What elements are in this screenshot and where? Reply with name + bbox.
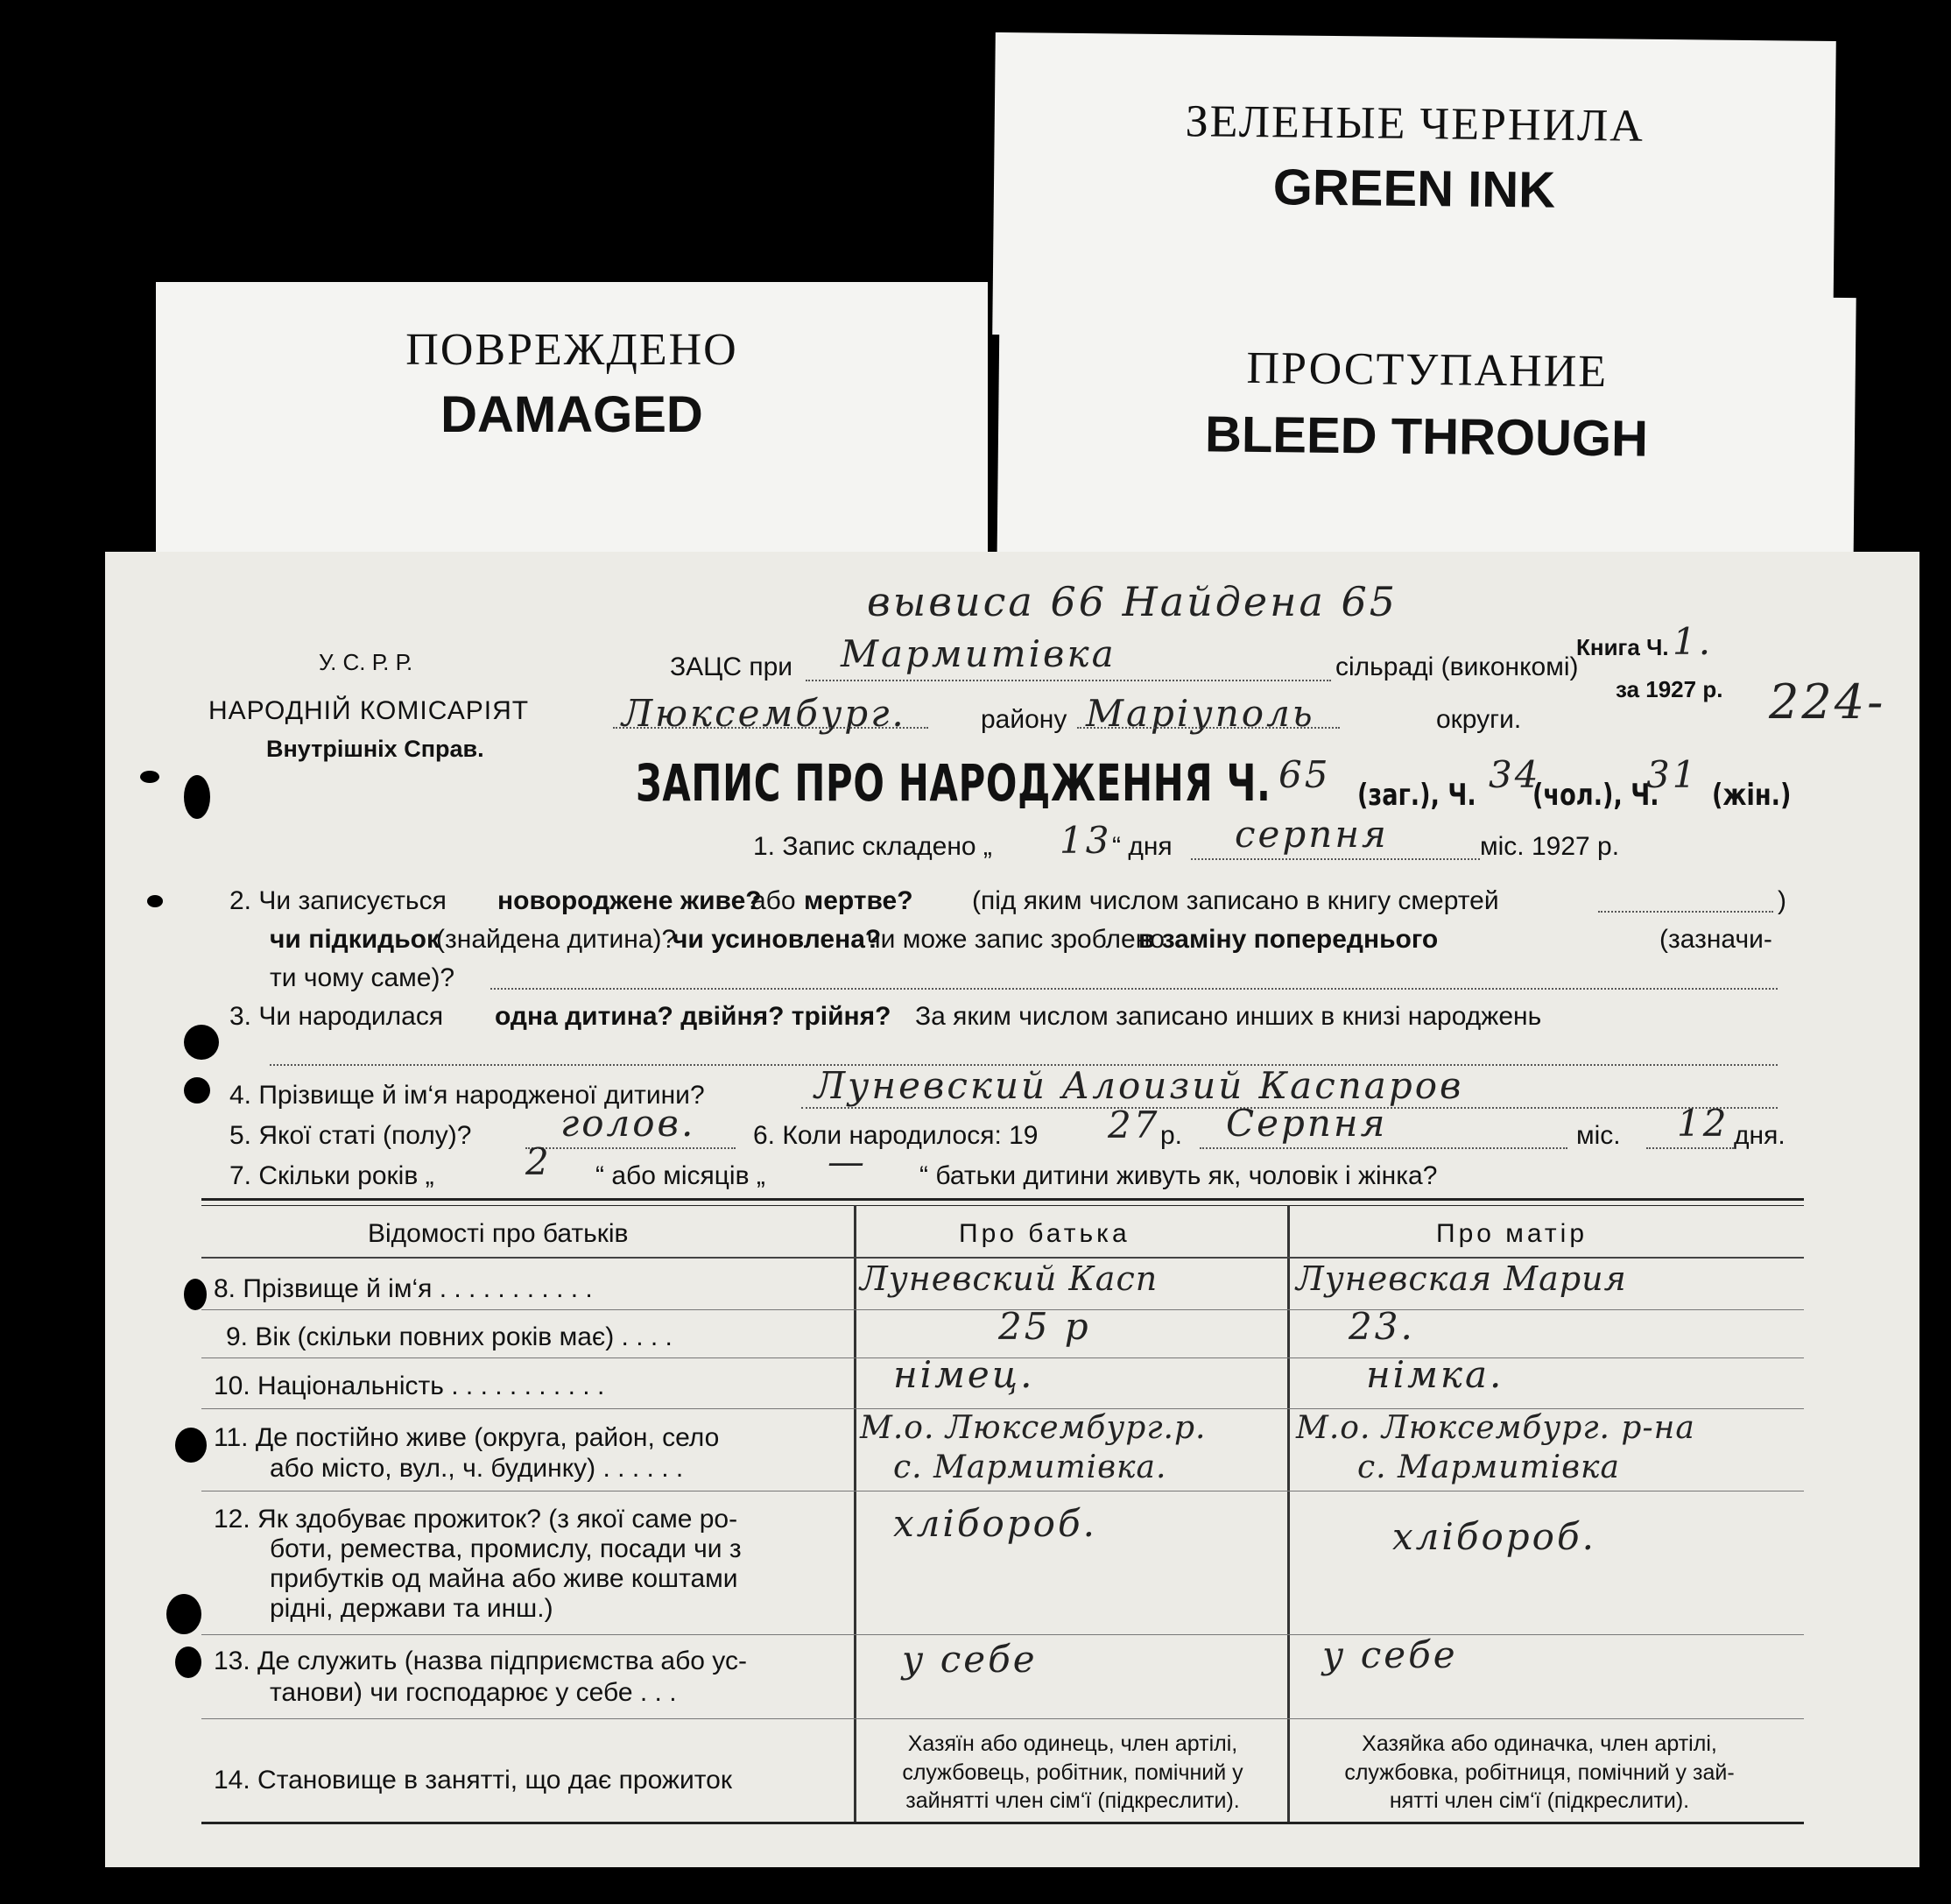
row14-mother-option-line-2: службовка, робітниця, помічний у зай- [1344, 1759, 1735, 1785]
q5-line [525, 1147, 736, 1149]
damaged-label-card [156, 282, 988, 571]
damage-hole [184, 1077, 210, 1104]
row12-mother-handwritten: хлібороб. [1392, 1515, 1596, 1558]
row10-mother-handwritten: німка. [1366, 1353, 1504, 1396]
row13-label-1: 13. Де служить (назва підприємства або ус- [214, 1647, 747, 1675]
commissariat-header: НАРОДНІЙ КОМІСАРІЯТ [208, 696, 530, 725]
damage-hole [140, 771, 159, 783]
q1-day-handwritten: 13 [1060, 819, 1112, 862]
ussr-header: У. С. Р. Р. [319, 649, 413, 675]
row11-mother-handwritten-2: с. Мармитівка [1357, 1449, 1621, 1485]
row12-label-4: рідні, держави та инш.) [270, 1594, 553, 1623]
row11-label-2: або місто, вул., ч. будинку) . . . . . . [270, 1454, 684, 1483]
selrada-suffix: сільраді (виконкомі) [1335, 652, 1579, 681]
row11-mother-handwritten-1: М.о. Люксембург. р-на [1296, 1410, 1695, 1446]
damage-hole [175, 1428, 207, 1463]
row14-mother-option-line-3: нятті член сім‘ї (підкреслити). [1389, 1788, 1690, 1813]
q2-answer-line [490, 988, 1778, 990]
row9-label: 9. Вік (скільки повних років має) . . . . [226, 1322, 673, 1351]
q6-day-label: дня. [1734, 1121, 1785, 1150]
q2-death-book-line [1598, 911, 1773, 913]
row9-father-handwritten: 25 р [998, 1305, 1091, 1348]
q3-options: одна дитина? двійня? трійня? [495, 1002, 891, 1031]
damage-hole [184, 1025, 219, 1060]
year-label: за 1927 р. [1616, 676, 1723, 702]
q6-month-label: міс. [1576, 1121, 1621, 1150]
zags-prefix: ЗАЦС при [670, 652, 793, 681]
q2-line2-b: (знайдена дитина)? [436, 925, 677, 954]
top-handwritten-note: вывиса 66 Найдена 65 [867, 578, 1398, 625]
record-number-male: 34 [1489, 753, 1541, 796]
row14-mother-options [1294, 1730, 1785, 1816]
q1-day-label: “ дня [1112, 832, 1173, 861]
q2-line1-d: мертве? [804, 886, 913, 915]
table-header-father: Про батька [959, 1219, 1130, 1248]
q6-day-handwritten: 12 [1677, 1102, 1729, 1145]
row9-mother-handwritten: 23. [1349, 1305, 1415, 1348]
q2-line1-f: ) [1778, 886, 1786, 915]
q7-suffix: “ батьки дитини живуть як, чоловік і жінка? [919, 1161, 1438, 1190]
row14-father-option-line-2: службовець, робітник, помічний у [902, 1759, 1243, 1785]
q1-month-handwritten: серпня [1235, 813, 1389, 856]
q2-line2-a: чи підкидьок [270, 925, 440, 954]
table-col-divider-2 [1287, 1205, 1290, 1823]
row14-mother-option-line-1: Хазяйка або одиначка, член артілі, [1362, 1731, 1717, 1756]
table-bottom-rule [201, 1822, 1804, 1824]
record-number-total: 65 [1278, 753, 1331, 796]
q5-label: 5. Якої статі (полу)? [229, 1121, 472, 1150]
row12-label-1: 12. Як здобуває прожиток? (з якої саме ро- [214, 1505, 738, 1534]
table-top-rule-thin [201, 1205, 1804, 1206]
book-number-handwritten: 1. [1673, 620, 1714, 663]
table-header-mother: Про матір [1436, 1219, 1588, 1248]
row8-label: 8. Прізвище й ім‘я . . . . . . . . . . . [214, 1274, 593, 1303]
q4-child-name-handwritten: Луневский Алоизий Каспаров [814, 1064, 1464, 1107]
q1-prefix: 1. Запис складено „ [753, 832, 992, 861]
table-col-divider-1 [854, 1205, 856, 1823]
q2-line1-c: або [751, 886, 796, 915]
row14-label: 14. Становище в занятті, що дає прожиток [214, 1766, 732, 1795]
row12-father-handwritten: хлібороб. [893, 1502, 1097, 1545]
q2-line1-b: новороджене живе? [497, 886, 762, 915]
damaged-en: DAMAGED [440, 386, 703, 443]
birth-record-document [105, 552, 1919, 1867]
total-label: (заг.), Ч. [1357, 778, 1476, 813]
q2-line2-c: чи усиновлена? [673, 925, 882, 954]
q2-line1-a: 2. Чи записується [229, 886, 447, 915]
internal-affairs-header: Внутрішніх Справ. [266, 736, 484, 762]
row11-father-handwritten-2: с. Мармитівка. [893, 1449, 1167, 1485]
record-title: ЗАПИС ПРО НАРОДЖЕННЯ Ч. [636, 753, 1271, 813]
row13-label-2: танови) чи господарює у себе . . . [270, 1678, 677, 1707]
okrug-handwritten: Маріуполь [1086, 692, 1315, 735]
bleed-through-en: BLEED THROUGH [1204, 405, 1649, 468]
table-header-parents: Відомості про батьків [368, 1219, 629, 1248]
okrug-label: округи. [1436, 705, 1522, 734]
table-header-rule [201, 1257, 1804, 1259]
selrada-handwritten: Мармитівка [841, 632, 1116, 675]
q7-prefix: 7. Скільки років „ [229, 1161, 434, 1190]
row13-father-handwritten: у себе [902, 1638, 1038, 1681]
damage-hole [147, 895, 163, 907]
bleed-through-ru: ПРОСТУПАНИЕ [1246, 342, 1609, 398]
q6-year-suffix: р. [1160, 1121, 1183, 1150]
table-row-rule [201, 1718, 1804, 1719]
damage-hole [184, 775, 210, 819]
q4-label: 4. Прізвище й ім‘я народженої дитини? [229, 1081, 705, 1110]
bleed-through-label-card [997, 289, 1856, 587]
row12-label-2: боти, ремества, промислу, посади чи з [270, 1534, 742, 1563]
row8-father-handwritten: Луневский Касп [860, 1259, 1159, 1298]
q2-line2-f: (зазначи- [1659, 925, 1772, 954]
row13-mother-handwritten: у себе [1322, 1633, 1458, 1676]
q6-month-line [1200, 1147, 1567, 1149]
row14-father-option-line-3: зайнятті член сім‘ї (підкреслити). [905, 1788, 1240, 1813]
q2-line2-e: в заміну попереднього [1138, 925, 1439, 954]
damage-hole [184, 1279, 207, 1310]
q3-question: За яким числом записано инших в книзі народжень [915, 1002, 1542, 1031]
rayon-label: району [981, 705, 1067, 734]
table-top-rule [201, 1198, 1804, 1201]
q2-line2-d: чи може запис зроблено [867, 925, 1165, 954]
book-label: Книга Ч. [1576, 634, 1669, 660]
q6-month-handwritten: Серпня [1226, 1102, 1388, 1145]
green-ink-ru: ЗЕЛЕНЫЕ ЧЕРНИЛА [1185, 96, 1645, 152]
row10-label: 10. Національність . . . . . . . . . . . [214, 1372, 605, 1400]
row12-label-3: прибутків од майна або живе коштами [270, 1564, 738, 1593]
row8-mother-handwritten: Луневская Мария [1296, 1259, 1627, 1298]
damaged-ru: ПОВРЕЖДЕНО [405, 325, 738, 375]
q6-year-handwritten: 27 [1108, 1104, 1160, 1146]
q6-day-line [1646, 1147, 1734, 1149]
row11-father-handwritten-1: М.о. Люксембург.р. [860, 1410, 1207, 1446]
corner-handwritten-number: 224- [1769, 674, 1886, 730]
table-row-rule [201, 1408, 1804, 1409]
okrug-line [1077, 727, 1340, 729]
damage-hole [166, 1594, 201, 1634]
row11-label-1: 11. Де постійно живе (округа, район, село [214, 1423, 720, 1452]
q3-prefix: 3. Чи народилася [229, 1002, 444, 1031]
female-label: (жін.) [1712, 778, 1792, 813]
q7-years-handwritten: 2 [525, 1140, 552, 1183]
q7-months-label: “ або місяців „ [595, 1161, 765, 1190]
rayon-line [613, 727, 928, 729]
q2-line1-e: (під яким числом записано в книгу смертей [972, 886, 1499, 915]
q2-line3: ти чому саме)? [270, 963, 455, 992]
table-row-rule [201, 1634, 1804, 1635]
row10-father-handwritten: німец. [893, 1353, 1035, 1396]
q6-label: 6. Коли народилося: 19 [753, 1121, 1039, 1150]
damage-hole [175, 1647, 201, 1678]
record-number-female: 31 [1646, 753, 1699, 796]
rayon-handwritten: Люксембург. [622, 692, 906, 735]
row14-father-options [860, 1730, 1285, 1816]
q1-suffix: міс. 1927 р. [1480, 832, 1620, 861]
row14-father-option-line-1: Хазяїн або одинець, член артілі, [907, 1731, 1238, 1756]
green-ink-en: GREEN INK [1272, 159, 1556, 219]
selrada-line [806, 680, 1331, 681]
q5-sex-handwritten: голов. [560, 1102, 696, 1145]
q7-months-handwritten: — [828, 1140, 867, 1183]
q1-month-line [1191, 858, 1480, 860]
male-label: (чол.), Ч. [1532, 778, 1659, 813]
